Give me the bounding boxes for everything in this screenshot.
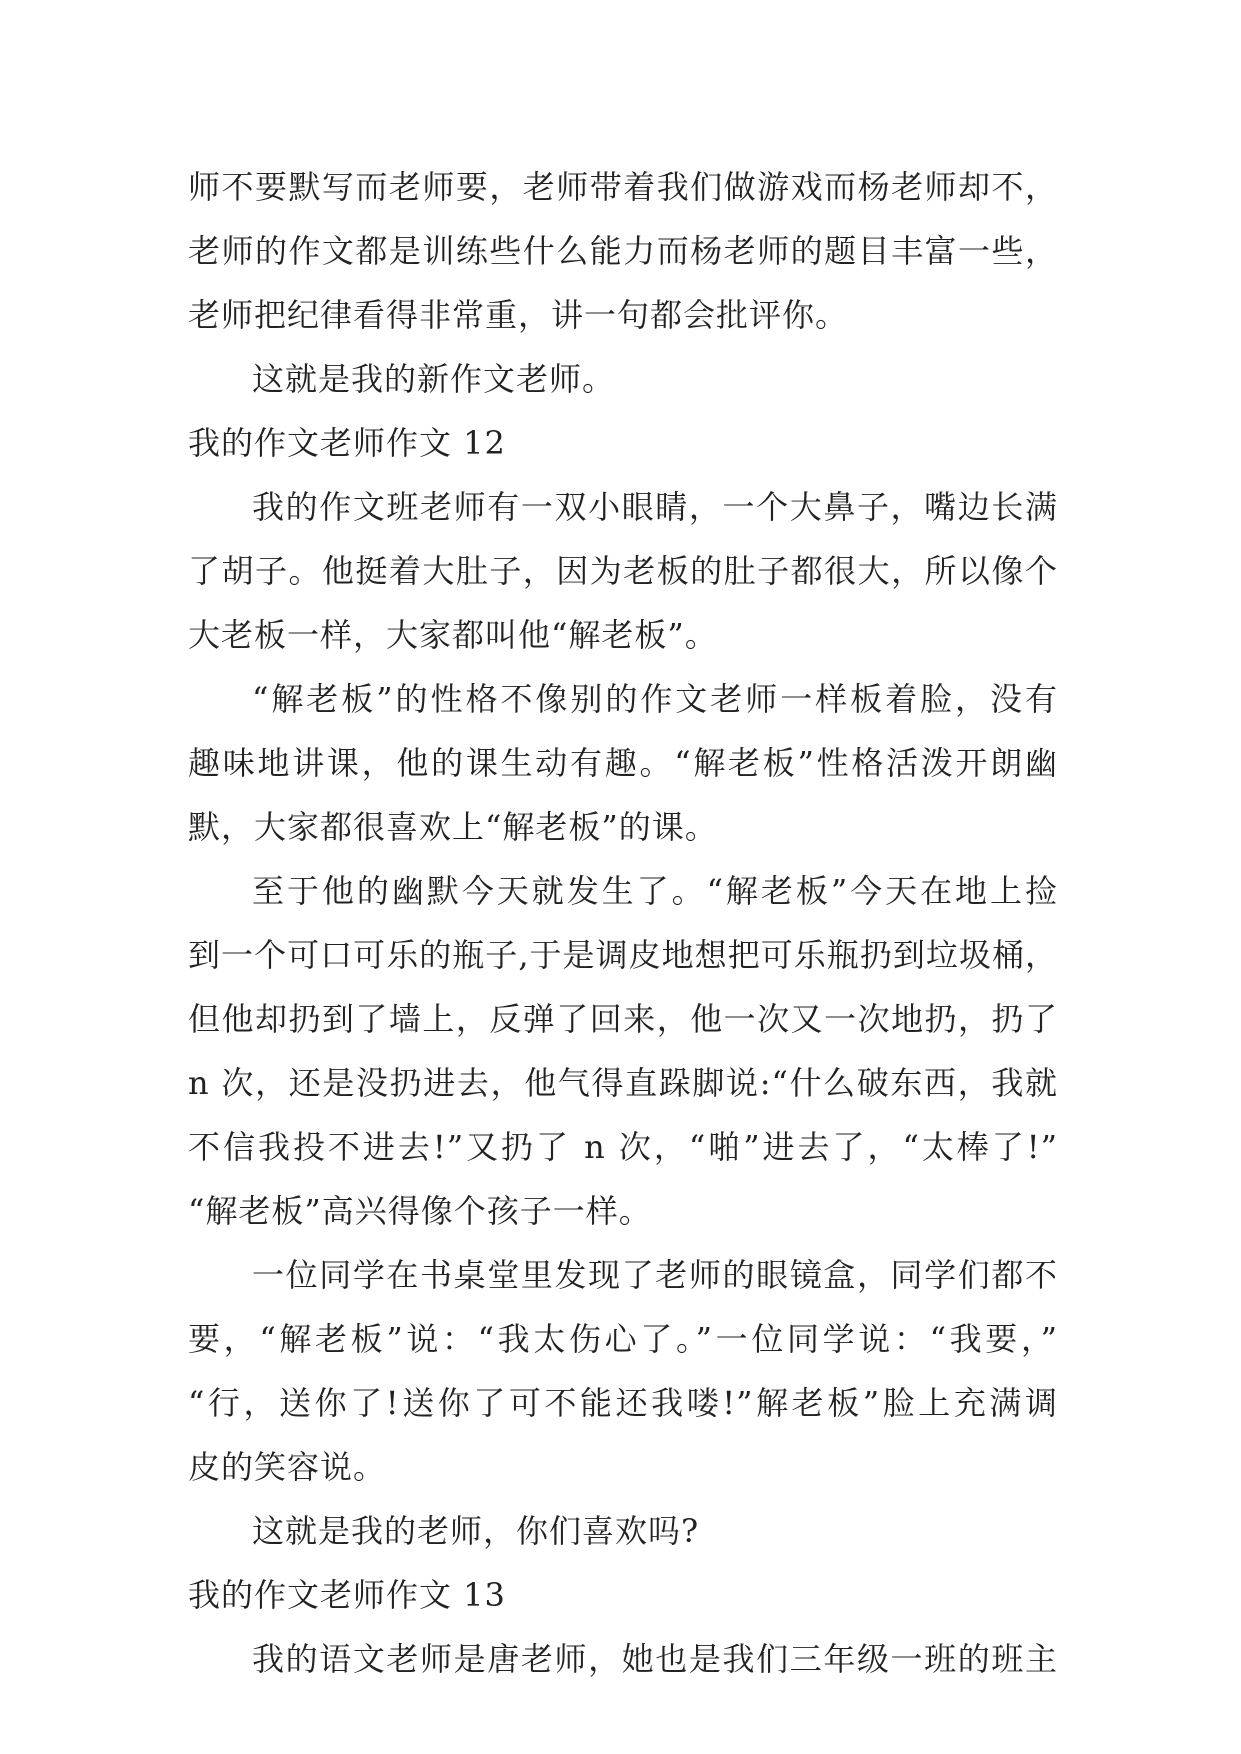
paragraph-first-line: 我的语文老师是唐老师，她也是我们三年级一班的班主 — [252, 1640, 1058, 1678]
paragraph-first-line: “解老板”的性格不像别的作文老师一样板着脸，没有 — [252, 680, 1058, 718]
body-line: 老师把纪律看得非常重，讲一句都会批评你。 — [188, 296, 849, 334]
section-heading: 我的作文老师作文 12 — [188, 424, 506, 462]
paragraph-first-line: 至于他的幽默今天就发生了。“解老板”今天在地上捡 — [252, 872, 1058, 910]
body-line: 老师的作文都是训练些什么能力而杨老师的题目丰富一些， — [188, 232, 1058, 270]
body-line: 趣味地讲课，他的课生动有趣。“解老板”性格活泼开朗幽 — [188, 744, 1058, 782]
paragraph-first-line: 这就是我的新作文老师。 — [252, 360, 616, 398]
body-line: 了胡子。他挺着大肚子，因为老板的肚子都很大，所以像个 — [188, 552, 1058, 590]
body-line: “行，送你了!送你了可不能还我喽!”解老板”脸上充满调 — [188, 1384, 1058, 1422]
body-line: 到一个可口可乐的瓶子,于是调皮地想把可乐瓶扔到垃圾桶， — [188, 936, 1058, 974]
body-line: n 次，还是没扔进去，他气得直跺脚说:“什么破东西，我就 — [188, 1064, 1058, 1102]
document-body — [188, 155, 1058, 1691]
paragraph-first-line: 一位同学在书桌堂里发现了老师的眼镜盒，同学们都不 — [252, 1256, 1058, 1294]
body-line: 不信我投不进去!”又扔了 n 次，“啪”进去了，“太棒了!” — [188, 1128, 1058, 1166]
section-heading: 我的作文老师作文 13 — [188, 1576, 506, 1614]
body-line: “解老板”高兴得像个孩子一样。 — [188, 1192, 652, 1230]
body-line: 皮的笑容说。 — [188, 1448, 387, 1486]
paragraph-first-line: 我的作文班老师有一双小眼睛，一个大鼻子，嘴边长满 — [252, 488, 1058, 526]
body-line: 要，“解老板”说：“我太伤心了。”一位同学说：“我要，” — [188, 1320, 1058, 1358]
body-line: 大老板一样，大家都叫他“解老板”。 — [188, 616, 718, 654]
body-line: 但他却扔到了墙上，反弹了回来，他一次又一次地扔，扔了 — [188, 1000, 1058, 1038]
body-line: 师不要默写而老师要，老师带着我们做游戏而杨老师却不， — [188, 168, 1058, 206]
body-line: 默，大家都很喜欢上“解老板”的课。 — [188, 808, 718, 846]
paragraph-first-line: 这就是我的老师，你们喜欢吗? — [252, 1512, 700, 1550]
